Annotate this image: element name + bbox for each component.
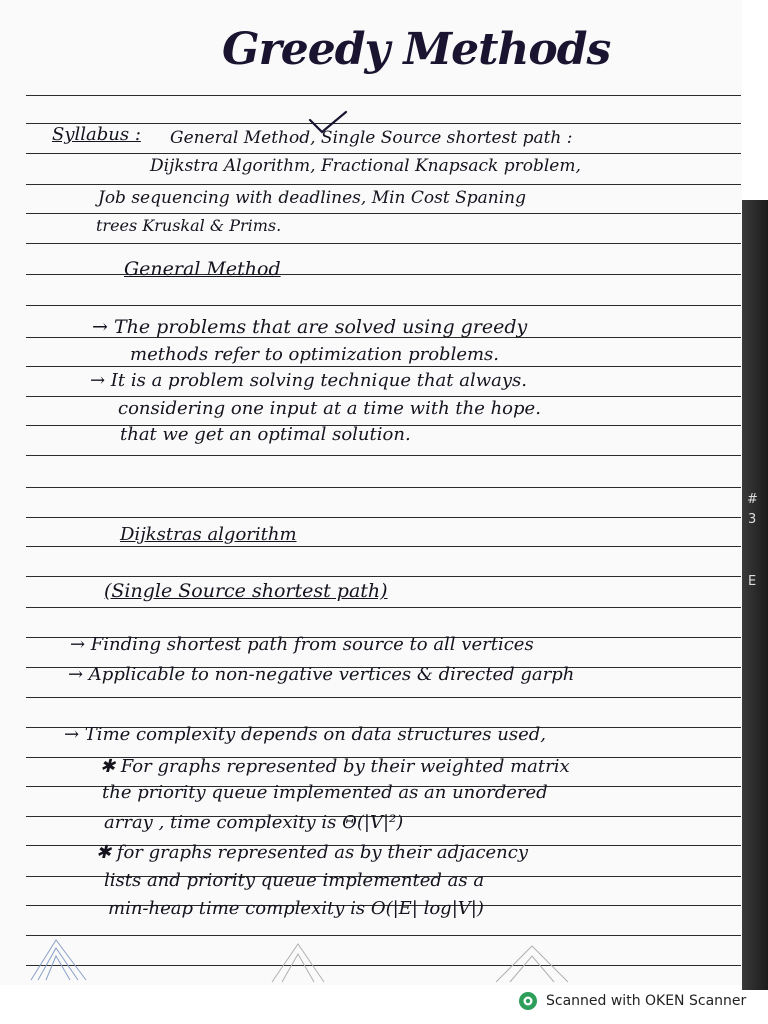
ruled-line: [26, 517, 741, 518]
dijkstra-line: array , time complexity is Θ(|V|²): [104, 812, 404, 833]
general-method-line: → The problems that are solved using greedy: [92, 316, 528, 338]
background-edge: [742, 200, 768, 990]
scanner-logo-icon: [518, 991, 538, 1011]
syllabus-label: Syllabus :: [52, 124, 141, 145]
syllabus-line: General Method, Single Source shortest path :: [170, 128, 573, 148]
ruled-line: [26, 546, 741, 547]
scanner-text: Scanned with OKEN Scanner: [546, 993, 747, 1009]
syllabus-line: Dijkstra Algorithm, Fractional Knapsack problem,: [150, 156, 581, 176]
syllabus-line: trees Kruskal & Prims.: [96, 216, 282, 235]
doodle-icon: [26, 930, 96, 985]
ruled-line: [26, 935, 741, 936]
general-method-heading: General Method: [124, 258, 281, 280]
page-title: Greedy Methods: [222, 24, 611, 75]
ruled-line: [26, 153, 741, 154]
dijkstra-line: ✱ for graphs represented as by their adjacency: [96, 842, 529, 863]
bleed-mark: #: [747, 492, 758, 507]
doodle-icon: [268, 940, 328, 985]
dijkstra-line: the priority queue implemented as an unordered: [102, 782, 548, 803]
dijkstra-heading: Dijkstras algorithm: [120, 524, 297, 545]
general-method-line: that we get an optimal solution.: [120, 424, 411, 445]
ruled-line: [26, 607, 741, 608]
bleed-mark: 3: [748, 512, 757, 527]
ruled-line: [26, 213, 741, 214]
general-method-line: → It is a problem solving technique that always.: [90, 370, 527, 391]
ruled-line: [26, 184, 741, 185]
sssp-heading: (Single Source shortest path): [104, 580, 388, 602]
dijkstra-line: → Finding shortest path from source to all vertices: [70, 634, 534, 655]
ruled-line: [26, 455, 741, 456]
ruled-line: [26, 697, 741, 698]
syllabus-line: Job sequencing with deadlines, Min Cost Spaning: [98, 188, 526, 208]
dijkstra-line: → Time complexity depends on data structures used,: [64, 724, 546, 745]
general-method-line: methods refer to optimization problems.: [130, 344, 500, 365]
bleed-mark: E: [748, 574, 757, 589]
doodle-icon: [492, 940, 572, 985]
ruled-line: [26, 396, 741, 397]
ruled-line: [26, 487, 741, 488]
dijkstra-line: ✱ For graphs represented by their weighted matrix: [100, 756, 570, 777]
scanner-watermark: [518, 989, 746, 1013]
ruled-line: [26, 366, 741, 367]
dijkstra-line: → Applicable to non-negative vertices & directed garph: [68, 664, 575, 685]
ruled-line: [26, 243, 741, 244]
ruled-line: [26, 576, 741, 577]
ruled-line: [26, 305, 741, 306]
general-method-line: considering one input at a time with the hope.: [118, 398, 541, 419]
ruled-line: [26, 95, 741, 96]
dijkstra-line: min-heap time complexity is O(|E| log|V|): [108, 898, 484, 919]
ruled-line: [26, 965, 741, 966]
dijkstra-line: lists and priority queue implemented as a: [104, 870, 485, 891]
